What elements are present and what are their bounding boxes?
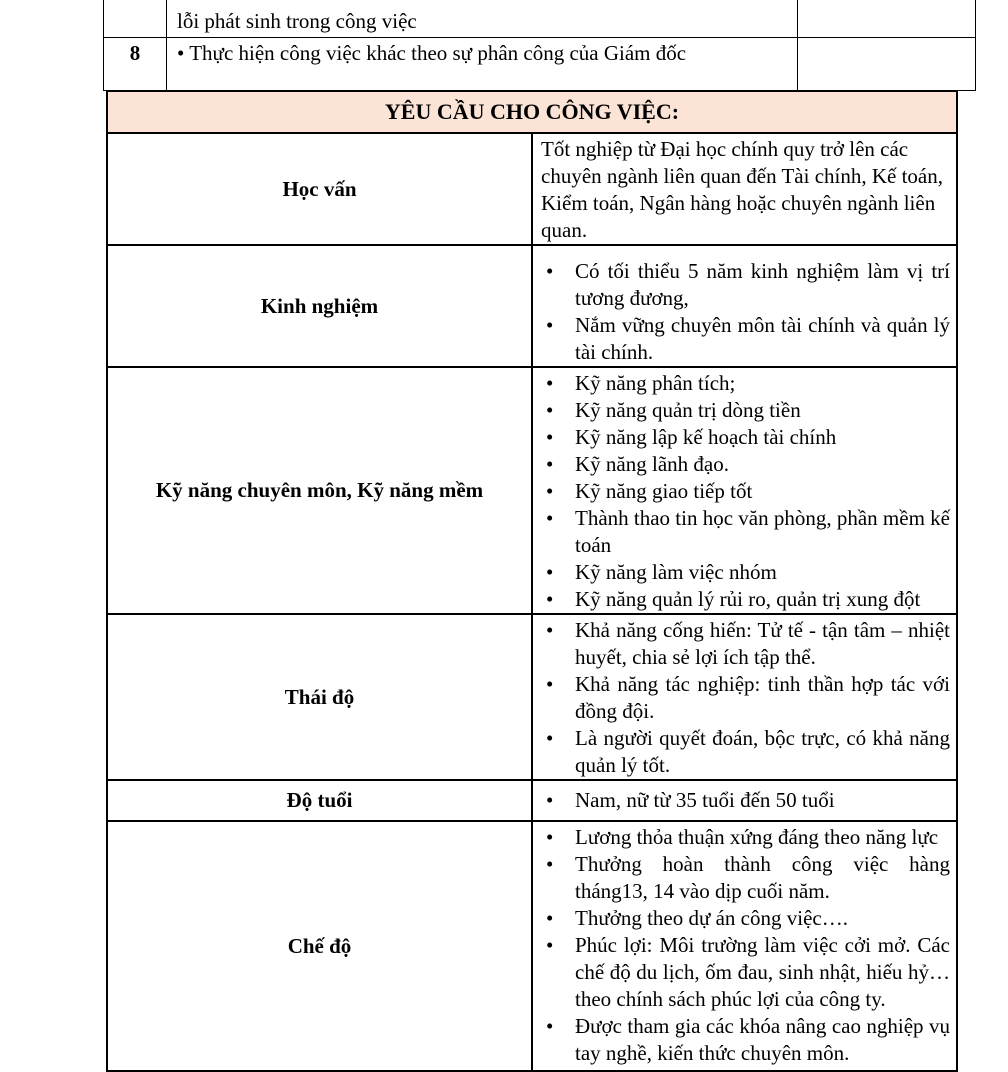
bullet-list [541,370,950,613]
row-number-cell [104,0,167,38]
list-item: • Kỹ năng lãnh đạo. [541,451,950,478]
table-row-skills [107,367,957,614]
row-content [532,780,957,821]
list-item: • Là người quyết đoán, bộc trực, có khả năng quản lý tốt. [541,725,950,779]
list-item: • Kỹ năng lập kế hoạch tài chính [541,424,950,451]
table-row [104,0,976,38]
table-row-age [107,780,957,821]
list-item: • Khả năng cống hiến: Tử tế - tận tâm – nhiệt huyết, chia sẻ lợi ích tập thể. [541,617,950,671]
row-label: Kinh nghiệm [107,245,532,367]
bullet-list [541,617,950,779]
row-label: Chế độ [107,821,532,1071]
bullet-icon: • [177,41,185,65]
duty-text: lỗi phát sinh trong công việc [167,0,798,38]
row-label: Độ tuổi [107,780,532,821]
row-content [532,133,957,245]
table-row-experience [107,245,957,367]
bullet-list [541,824,950,1067]
bullet-list [541,258,950,366]
duty-text-content: Thực hiện công việc khác theo sự phân công của Giám đốc [189,41,687,65]
list-item: • Kỹ năng quản trị dòng tiền [541,397,950,424]
requirements-header: YÊU CẦU CHO CÔNG VIỆC: [107,91,957,133]
list-item: • Thưởng hoàn thành công việc hàng tháng13, 14 vào dịp cuối năm. [541,851,950,905]
list-item: • Có tối thiểu 5 năm kinh nghiệm làm vị trí tương đương, [541,258,950,312]
list-item: • Thưởng theo dự án công việc…. [541,905,950,932]
requirements-table [106,90,958,1072]
table-header-row [107,91,957,133]
empty-cell [798,38,976,91]
list-item: • Được tham gia các khóa nâng cao nghiệp vụ tay nghề, kiến thức chuyên môn. [541,1013,950,1067]
list-item: • Kỹ năng giao tiếp tốt [541,478,950,505]
row-content [532,821,957,1071]
table-row-education [107,133,957,245]
list-item: • Kỹ năng làm việc nhóm [541,559,950,586]
table-row-benefits [107,821,957,1071]
list-item: • Kỹ năng quản lý rủi ro, quản trị xung đột [541,586,950,613]
list-item: • Khả năng tác nghiệp: tinh thần hợp tác với đồng đội. [541,671,950,725]
education-text: Tốt nghiệp từ Đại học chính quy trở lên các chuyên ngành liên quan đến Tài chính, Kế toán, Kiểm toán, Ngân hàng hoặc chuyên ngành liên quan. [541,137,943,242]
row-content [532,614,957,780]
duties-table [103,0,976,91]
row-number: 8 [104,38,167,91]
row-label: Học vấn [107,133,532,245]
empty-cell [798,0,976,38]
list-item: • Nắm vững chuyên môn tài chính và quản lý tài chính. [541,312,950,366]
list-item: • Thành thao tin học văn phòng, phần mềm kế toán [541,505,950,559]
bullet-list [541,787,950,814]
row-label: Kỹ năng chuyên môn, Kỹ năng mềm [107,367,532,614]
row-content [532,367,957,614]
duty-text [167,38,798,91]
row-label: Thái độ [107,614,532,780]
table-row [104,38,976,91]
table-row-attitude [107,614,957,780]
list-item: • Kỹ năng phân tích; [541,370,950,397]
list-item: • Phúc lợi: Môi trường làm việc cởi mở. Các chế độ du lịch, ốm đau, sinh nhật, hiếu hỷ… theo chính sách phúc lợi của công ty. [541,932,950,1013]
row-content [532,245,957,367]
list-item: • Lương thỏa thuận xứng đáng theo năng lực [541,824,950,851]
list-item: • Nam, nữ từ 35 tuổi đến 50 tuổi [541,787,950,814]
